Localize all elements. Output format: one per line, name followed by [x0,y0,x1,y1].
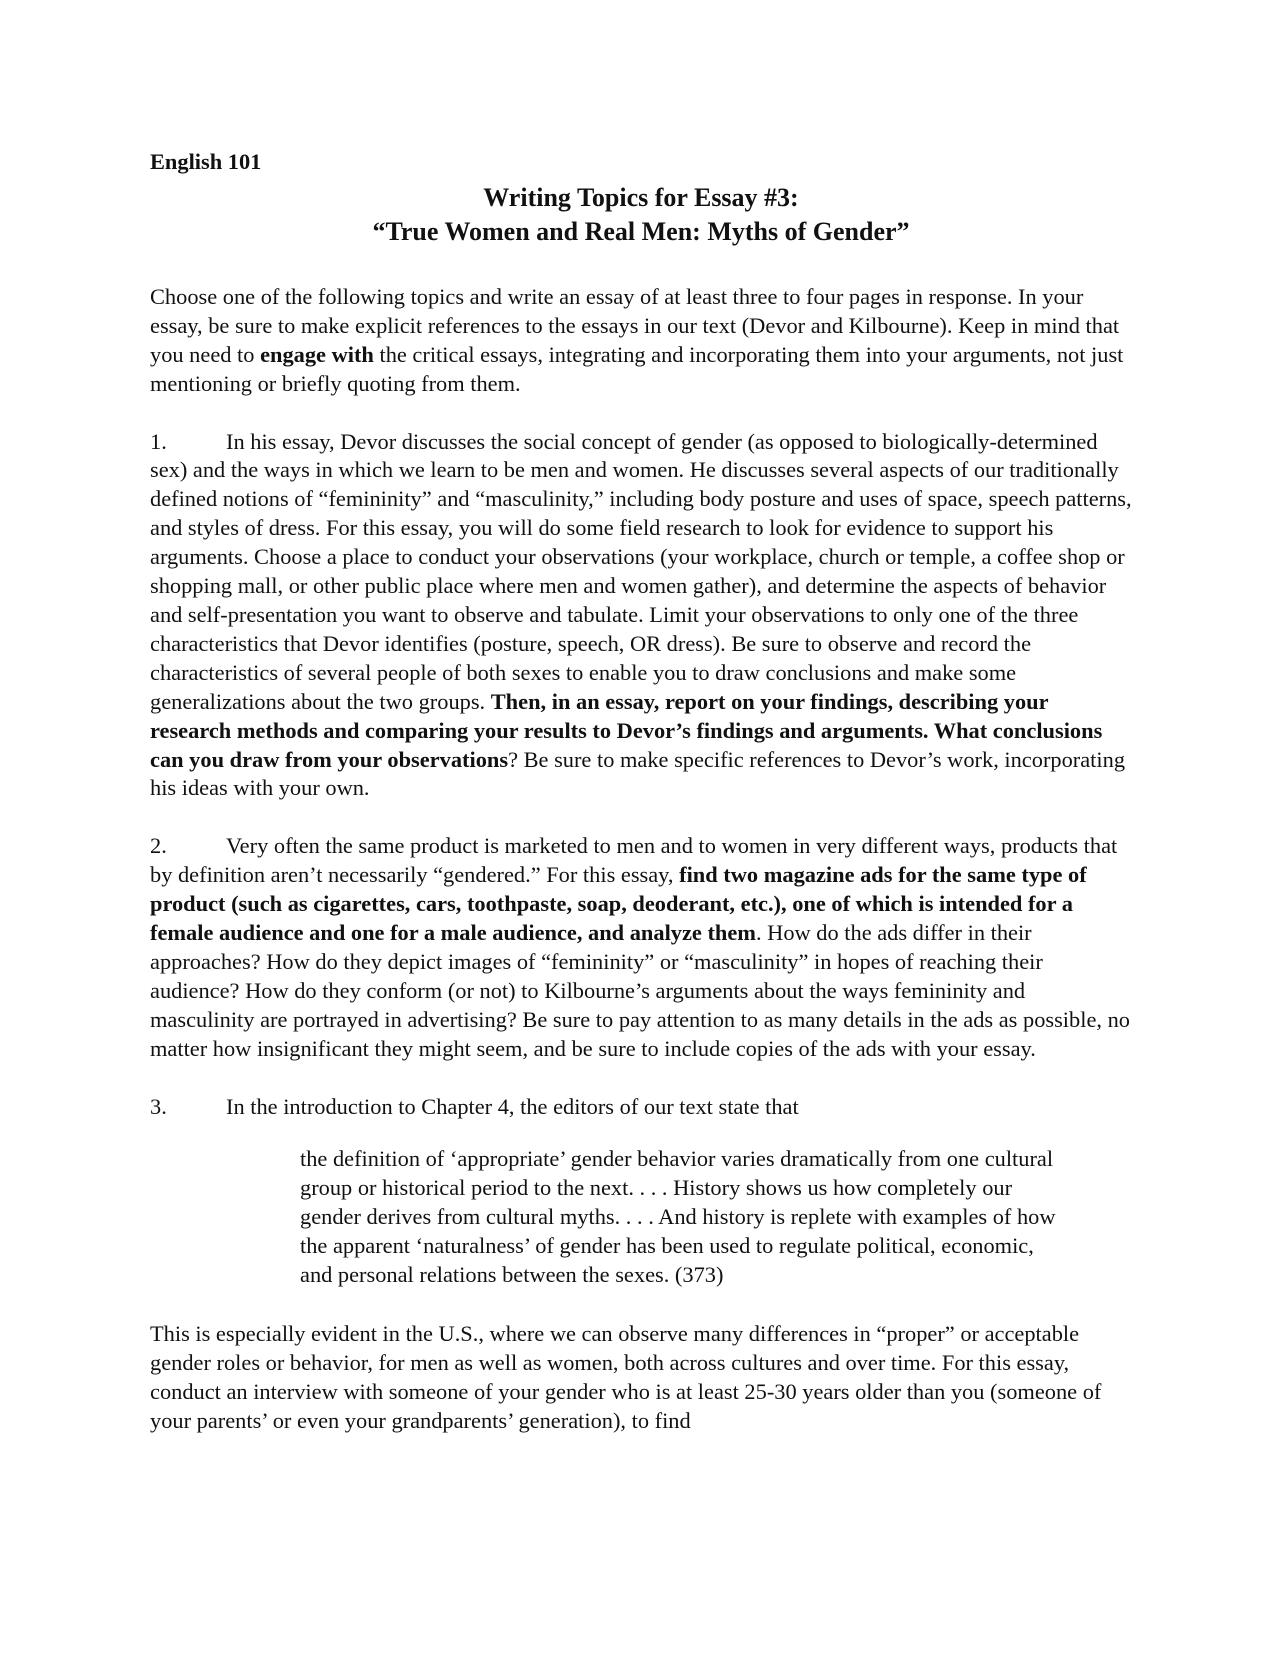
topic-2-text-2: . How do the ads differ in their approaches? How do they depict images of “femininity” or “masculinity” in hopes of reaching their audience? How do they conform (or not) to Kilbourne’s arguments about the ways femininity and masculinity are portrayed in advertising? Be sure to pay attention to as many details in the ads as possible, no matter how insignificant they might seem, and be sure to include copies of the ads with your essay. [150,920,1130,1061]
topic-3-lead-text: In the introduction to Chapter 4, the editors of our text state that [226,1093,799,1119]
topic-3-lead [150,1093,1132,1122]
topic-3-number: 3. [150,1093,167,1119]
topic-1-text-2: ? Be sure to make specific references to Devor’s work, incorporating his ideas with your own. [150,746,1126,801]
topic-1-number: 1. [150,428,167,454]
page-title: Writing Topics for Essay #3: [483,182,799,212]
intro-text-2: the critical essays, integrating and incorporating them into your arguments, not just mentioning or briefly quoting from them. [150,341,1124,396]
topic-2-text-1: Very often the same product is marketed to men and to women in very different ways, products that by definition aren’t necessarily “gendered.” For this essay, [150,833,1118,888]
topic-1-text-1: In his essay, Devor discusses the social concept of gender (as opposed to biologically-determined sex) and the ways in which we learn to be men and women. He discusses several aspects of our traditionally defined notions of “femininity” and “masculinity,” including body posture and uses of space, speech patterns, and styles of dress. For this essay, you will do some field research to look for evidence to support his arguments. Choose a place to conduct your observations (your workplace, church or temple, a coffee shop or shopping mall, or other public place where men and women gather), and determine the aspects of behavior and self-presentation you want to observe and tabulate. Limit your observations to only one of the three characteristics that Devor identifies (posture, speech, OR dress). Be sure to observe and record the characteristics of several people of both sexes to enable you to draw conclusions and make some generalizations about the two groups. [150,428,1132,714]
topic-2-bold-text: find two magazine ads for the same type of product (such as cigarettes, cars, toothpaste, soap, deoderant, etc.), one of which is intended for a female audience and one for a male audience, and analyze them [150,862,1087,946]
block-quote: the definition of ‘appropriate’ gender behavior varies dramatically from one cultural group or historical period to the next. . . . History shows us how completely our gender derives from cultural myths. . . . And history is replete with examples of how the apparent ‘naturalness’ of gender has been used to regulate political, economic, and personal relations between the sexes. (373) [300,1146,1056,1288]
document-page [150,148,1132,1436]
intro-text-1: Choose one of the following topics and write an essay of at least three to four pages in response. In your essay, be sure to make explicit references to the essays in our text (Devor and Kilbourne). Keep in mind that you need to [150,283,1120,367]
topic-3-continuation: This is especially evident in the U.S., where we can observe many differences in “proper” or acceptable gender roles or behavior, for men as well as women, both across cultures and over time. For this essay, conduct an interview with someone of your gender who is at least 25-30 years older than you (someone of your parents’ or even your grandparents’ generation), to find [150,1321,1102,1433]
topic-2-paragraph [150,832,1132,1063]
intro-paragraph [150,283,1132,399]
page-subtitle: “True Women and Real Men: Myths of Gender” [372,216,910,246]
topic-1-bold-text: Then, in an essay, report on your findings, describing your research methods and comparing your results to Devor’s findings and arguments. What conclusions can you draw from your observations [150,688,1103,772]
title-block [150,181,1132,249]
topic-2-number: 2. [150,833,167,859]
course-label: English 101 [150,149,262,174]
intro-bold-text: engage with [260,341,374,367]
topic-1-paragraph [150,428,1132,804]
